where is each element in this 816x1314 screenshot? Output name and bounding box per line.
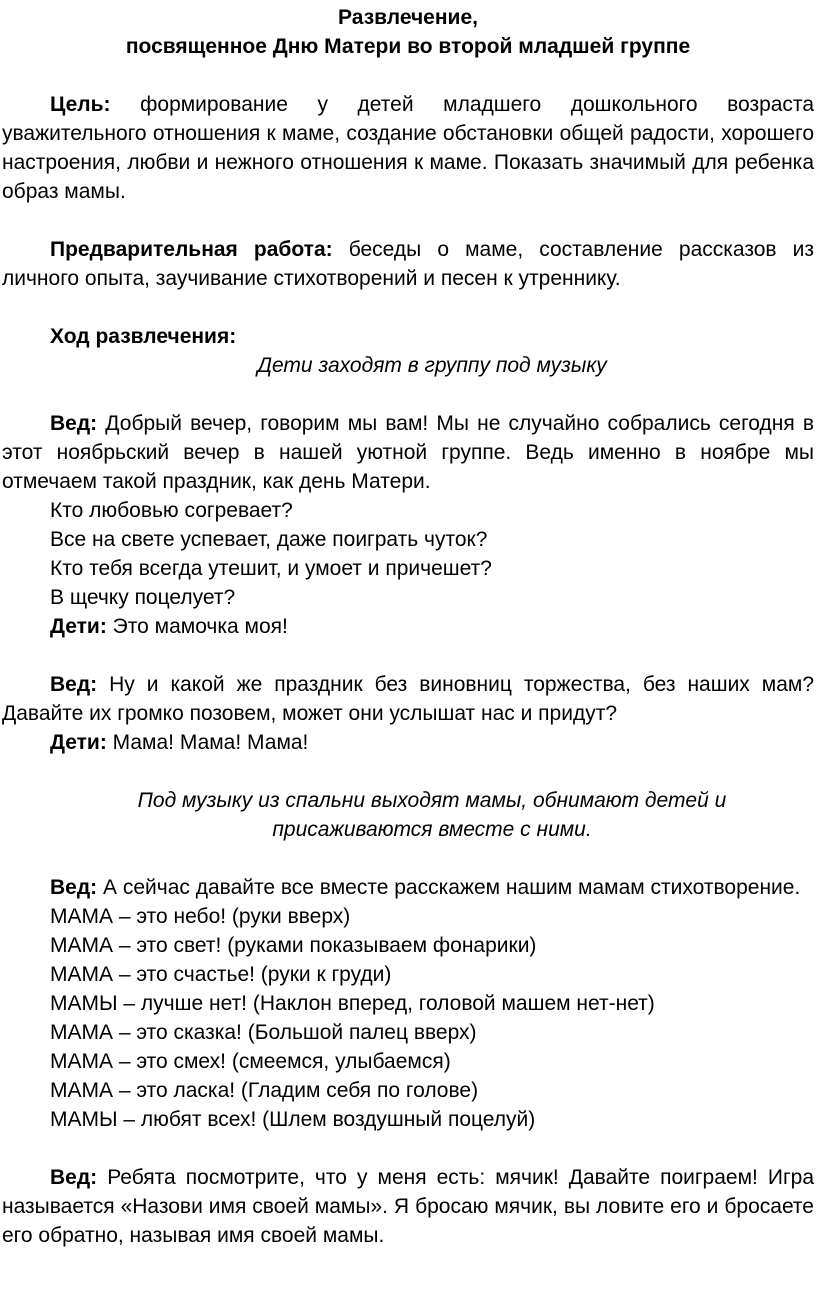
kids-reply-1 <box>2 612 814 641</box>
host-speech-1 <box>2 409 814 496</box>
host-speech-2 <box>2 670 814 728</box>
poem-line: Кто тебя всегда утешит, и умоет и причешет? <box>50 557 492 580</box>
document-title-line-2: посвященное Дню Матери во второй младшей группе <box>125 35 691 58</box>
poem-line: МАМА – это смех! (смеемся, улыбаемся) <box>50 1050 451 1073</box>
stage-direction-moms-line-1: Под музыку из спальни выходят мамы, обнимают детей и <box>137 789 727 812</box>
kids-reply-2 <box>2 728 814 757</box>
host-speech-3-text: А сейчас давайте все вместе расскажем нашим мамам стихотворение. <box>97 876 801 899</box>
poem-line: Все на свете успевает, даже поиграть чуток? <box>50 528 488 551</box>
poem-line: Кто любовью согревает? <box>50 499 293 522</box>
course-heading: Ход развлечения: <box>50 325 237 348</box>
poem-line: В щечку поцелует? <box>50 586 236 609</box>
prep-paragraph <box>2 235 814 293</box>
host-speech-3 <box>2 873 814 902</box>
prep-text: беседы о маме, составление рассказов из личного опыта, заучивание стихотворений и песен к утреннику. <box>2 238 815 290</box>
kids-label: Дети: <box>50 731 107 754</box>
poem-line: МАМЫ – любят всех! (Шлем воздушный поцелуй) <box>50 1108 536 1131</box>
document-title-line-1: Развлечение, <box>338 6 478 29</box>
poem-line: МАМА – это сказка! (Большой палец вверх) <box>50 1021 477 1044</box>
stage-direction-moms-line-2: присаживаются вместе с ними. <box>272 818 592 841</box>
host-label: Вед: <box>50 876 98 899</box>
prep-label: Предварительная работа: <box>50 238 333 261</box>
host-speech-4 <box>2 1163 814 1250</box>
poem-line: МАМА – это счастье! (руки к груди) <box>50 963 392 986</box>
host-speech-1-text: Добрый вечер, говорим мы вам! Мы не случайно собрались сегодня в этот ноябрьский вечер в нашей уютной группе. Ведь именно в ноябре мы отмечаем такой праздник, как день Матери. <box>2 412 814 493</box>
poem-line: МАМА – это свет! (руками показываем фонарики) <box>50 934 537 957</box>
poem-line: МАМЫ – лучше нет! (Наклон вперед, головой машем нет-нет) <box>50 992 655 1015</box>
kids-reply-2-text: Мама! Мама! Мама! <box>106 731 309 754</box>
goal-label: Цель: <box>50 93 111 116</box>
stage-direction-entry: Дети заходят в группу под музыку <box>257 354 607 377</box>
host-label: Вед: <box>50 412 98 435</box>
host-label: Вед: <box>50 673 98 696</box>
host-label: Вед: <box>50 1166 98 1189</box>
poem-line: МАМА – это ласка! (Гладим себя по голове) <box>50 1079 479 1102</box>
kids-label: Дети: <box>50 615 107 638</box>
goal-text: формирование у детей младшего дошкольного возраста уважительного отношения к маме, создание обстановки общей радости, хорошего настроения, любви и нежного отношения к маме. Показать значимый для ребенка образ мамы. <box>2 93 814 203</box>
poem-line: МАМА – это небо! (руки вверх) <box>50 905 351 928</box>
kids-reply-1-text: Это мамочка моя! <box>106 615 288 638</box>
host-speech-4-text: Ребята посмотрите, что у меня есть: мячик! Давайте поиграем! Игра называется «Назови имя своей мамы». Я бросаю мячик, вы ловите его и бросаете его обратно, называя имя своей мамы. <box>2 1166 814 1247</box>
host-speech-2-text: Ну и какой же праздник без виновниц торжества, без наших мам? Давайте их громко позовем, может они услышат нас и придут? <box>2 673 814 725</box>
goal-paragraph <box>2 90 814 206</box>
